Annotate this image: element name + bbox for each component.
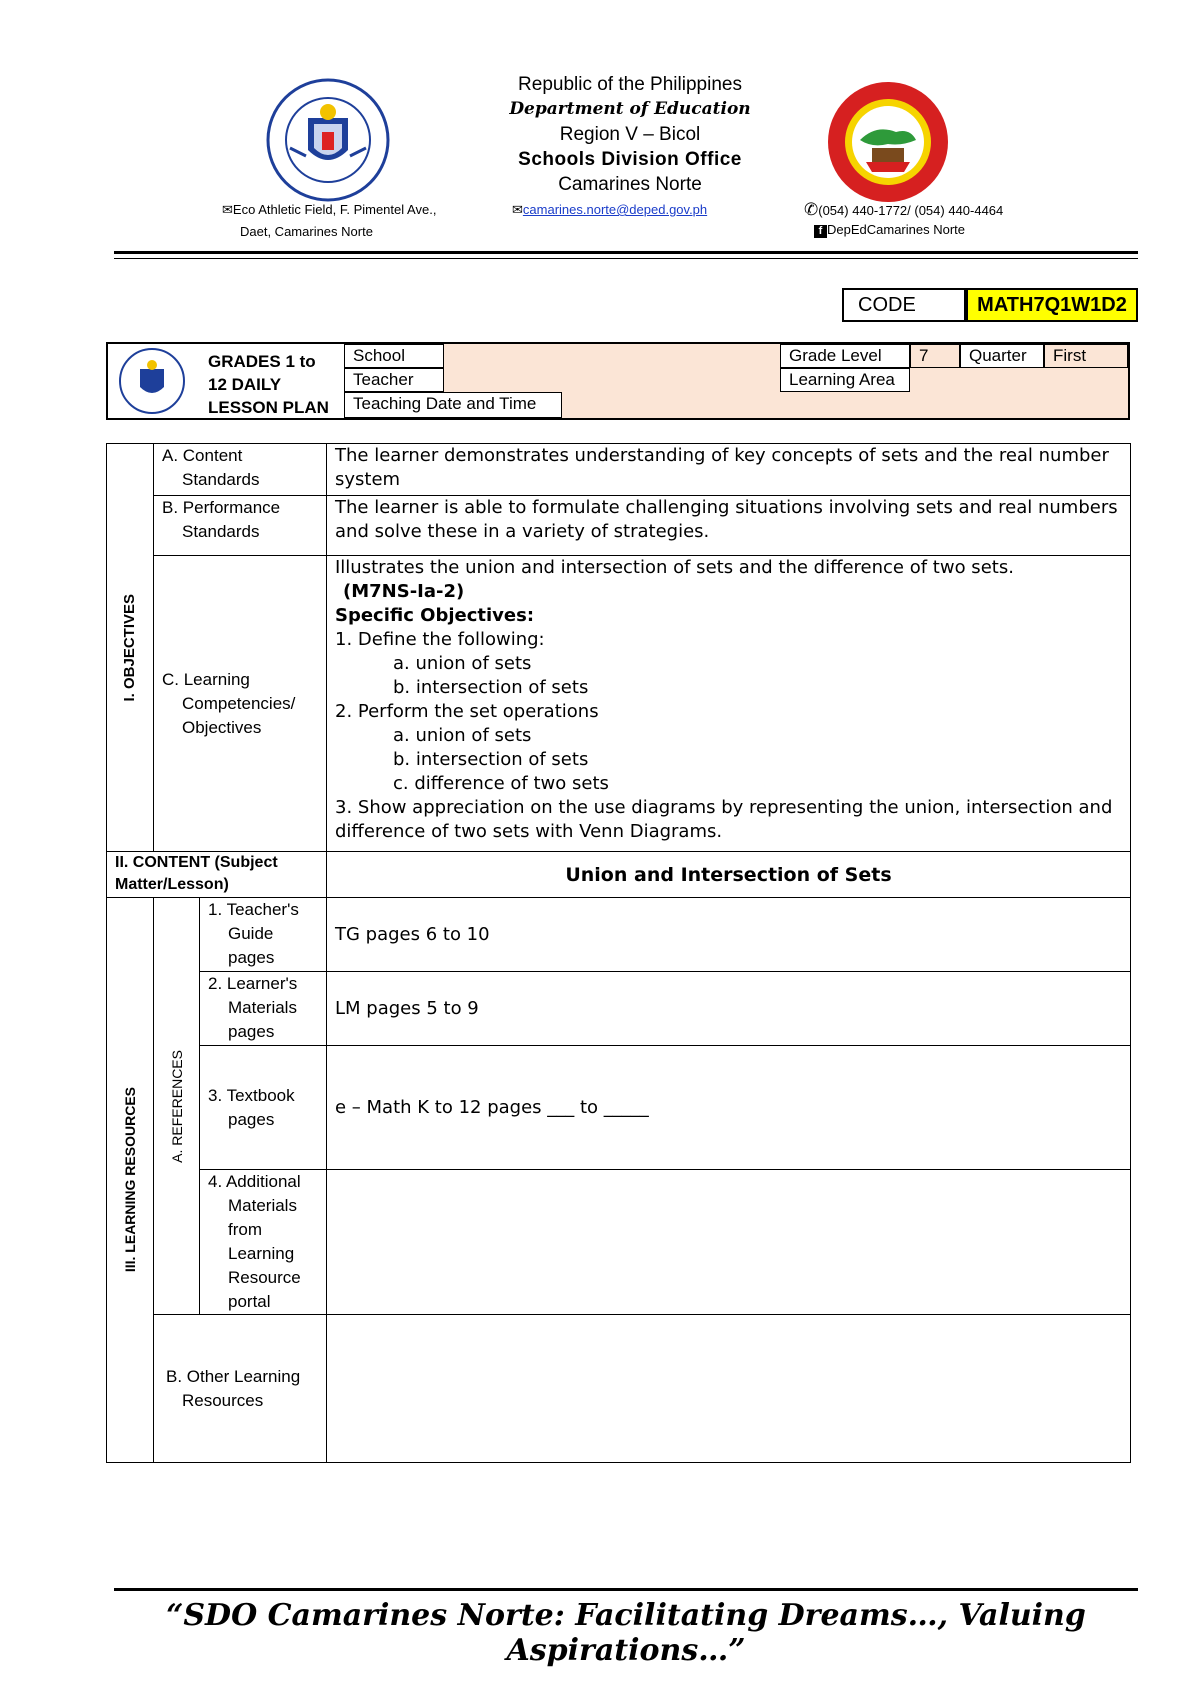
learners-materials-label-2: Materials [228,998,297,1017]
competency-code: (M7NS-Ia-2) [343,581,465,602]
learners-materials-text: LM pages 5 to 9 [327,972,1131,1046]
province-line: Camarines Norte [558,174,702,195]
lesson-info-table [106,342,1130,420]
content-standards-row [107,444,1131,496]
textbook-text: e – Math K to 12 pages ___ to _____ [327,1046,1131,1170]
textbook-label-2: pages [228,1109,275,1129]
resources-section-cell [107,898,154,1463]
content-row [107,852,1131,898]
performance-standards-row [107,496,1131,556]
additional-materials-label-3: from [228,1220,262,1239]
learning-competencies-row [107,556,1131,852]
learning-competencies-text [327,556,1131,852]
learning-competencies-label [154,556,327,852]
lesson-plan-title [208,350,329,419]
performance-standards-label-1: B. Performance [162,498,281,517]
quarter-value: First [1044,344,1128,368]
division-seal-logo [826,80,950,204]
phone-block [804,200,1003,220]
region-line: Region V – Bicol [559,124,701,145]
references-cell [154,898,200,1315]
header-divider [114,251,1138,254]
content-label [107,852,327,898]
teacher-label: Teacher [344,368,444,392]
other-resources-row [107,1315,1131,1463]
content-standards-label-2: Standards [182,470,260,489]
objective-2a: a. union of sets [393,725,532,746]
teachers-guide-label-2: Guide [228,924,274,943]
performance-standards-label-2: Standards [182,522,260,541]
other-resources-label [154,1315,327,1463]
code-value: MATH7Q1W1D2 [966,288,1138,322]
address-line-1: Eco Athletic Field, F. Pimentel Ave., [232,202,437,217]
learning-area-label: Learning Area [780,368,910,392]
header-divider-thin [114,258,1138,259]
learning-competencies-label-2: Competencies/ [182,693,296,713]
performance-standards-label [154,496,327,556]
additional-materials-label [200,1170,327,1315]
phone-number: (054) 440-1772/ (054) 440-4464 [818,203,1004,218]
content-label-2: Matter/Lesson) [115,876,229,893]
objective-1b: b. intersection of sets [393,677,589,698]
mail-icon: ✉ [222,202,233,217]
other-resources-label-2: Resources [182,1390,264,1410]
objective-1a: a. union of sets [393,653,532,674]
email-block [512,202,707,218]
department-line: Department of Education [509,99,751,119]
objectives-section-cell [107,444,154,852]
performance-standards-text: The learner is able to formulate challenging situations involving sets and real numbers and solve these in a variety of strategies. [327,496,1131,556]
textbook-row [107,1046,1131,1170]
objective-2c: c. difference of two sets [393,773,609,794]
republic-line: Republic of the Philippines [518,74,742,95]
additional-materials-label-2: Materials [228,1196,297,1215]
textbook-label [200,1046,327,1170]
lesson-code-box [842,288,1138,322]
content-label-1: II. CONTENT (Subject [115,854,278,871]
teachers-guide-label-3: pages [228,948,275,967]
title-line-3: LESSON PLAN [208,398,329,417]
additional-materials-row [107,1170,1131,1315]
other-resources-text [327,1315,1131,1463]
additional-materials-label-1: 4. Additional [208,1172,301,1191]
email-link[interactable]: camarines.norte@deped.gov.ph [522,202,708,217]
objectives-section-label: I. OBJECTIVES [121,593,138,702]
title-line-2: 12 DAILY [208,375,282,394]
teachers-guide-row [107,898,1131,972]
other-resources-label-1: B. Other Learning [166,1366,301,1386]
content-standards-label-1: A. Content [162,446,243,465]
address-block [222,202,436,218]
grade-level-label: Grade Level [780,344,910,368]
deped-seal-logo [266,78,390,202]
references-label: A. REFERENCES [168,1049,185,1163]
content-standards-text: The learner demonstrates understanding of key concepts of sets and the real number system [327,444,1131,496]
title-line-1: GRADES 1 to [208,352,316,371]
objective-2: 2. Perform the set operations [335,701,599,722]
specific-objectives-heading: Specific Objectives: [335,605,535,626]
learners-materials-label [200,972,327,1046]
objective-1: 1. Define the following: [335,629,545,650]
resources-section-label: III. LEARNING RESOURCES [122,1087,138,1273]
phone-icon: ✆ [804,200,819,219]
footer-divider [114,1588,1138,1591]
teaching-date-label: Teaching Date and Time [344,392,562,418]
additional-materials-text [327,1170,1131,1315]
content-topic: Union and Intersection of Sets [327,852,1131,898]
additional-materials-label-4: Learning [228,1244,295,1263]
learners-materials-label-3: pages [228,1022,275,1041]
learning-competencies-label-3: Objectives [182,717,262,737]
footer-motto: “SDO Camarines Norte: Facilitating Dreams…, Valuing Aspirations…” [166,1598,1086,1668]
teachers-guide-label-1: 1. Teacher's [208,900,299,919]
teachers-guide-label [200,898,327,972]
learners-materials-label-1: 2. Learner's [208,974,298,993]
learning-competencies-label-1: C. Learning [162,669,250,689]
office-heading [380,72,880,197]
learners-materials-row [107,972,1131,1046]
email-icon: ✉ [512,202,523,217]
additional-materials-label-5: Resource [228,1268,301,1287]
competency-intro: Illustrates the union and intersection of sets and the difference of two sets. [335,557,1014,578]
deped-small-seal [118,347,186,415]
quarter-label: Quarter [960,344,1044,368]
facebook-icon: f [814,225,827,238]
division-office-line: Schools Division Office [518,149,742,170]
school-label: School [344,344,444,368]
lesson-plan-table [106,443,1131,1463]
objective-2b: b. intersection of sets [393,749,589,770]
facebook-name: DepEdCamarines Norte [827,222,966,237]
additional-materials-label-6: portal [228,1292,271,1311]
facebook-block [814,222,965,238]
content-standards-label [154,444,327,496]
objective-3: 3. Show appreciation on the use diagrams by representing the union, intersection and difference of two sets with Venn Diagrams. [335,797,1113,842]
code-label: CODE [844,290,966,320]
textbook-label-1: 3. Textbook [208,1085,295,1105]
teachers-guide-text: TG pages 6 to 10 [327,898,1131,972]
address-line-2: Daet, Camarines Norte [240,224,373,239]
grade-level-value: 7 [910,344,960,368]
